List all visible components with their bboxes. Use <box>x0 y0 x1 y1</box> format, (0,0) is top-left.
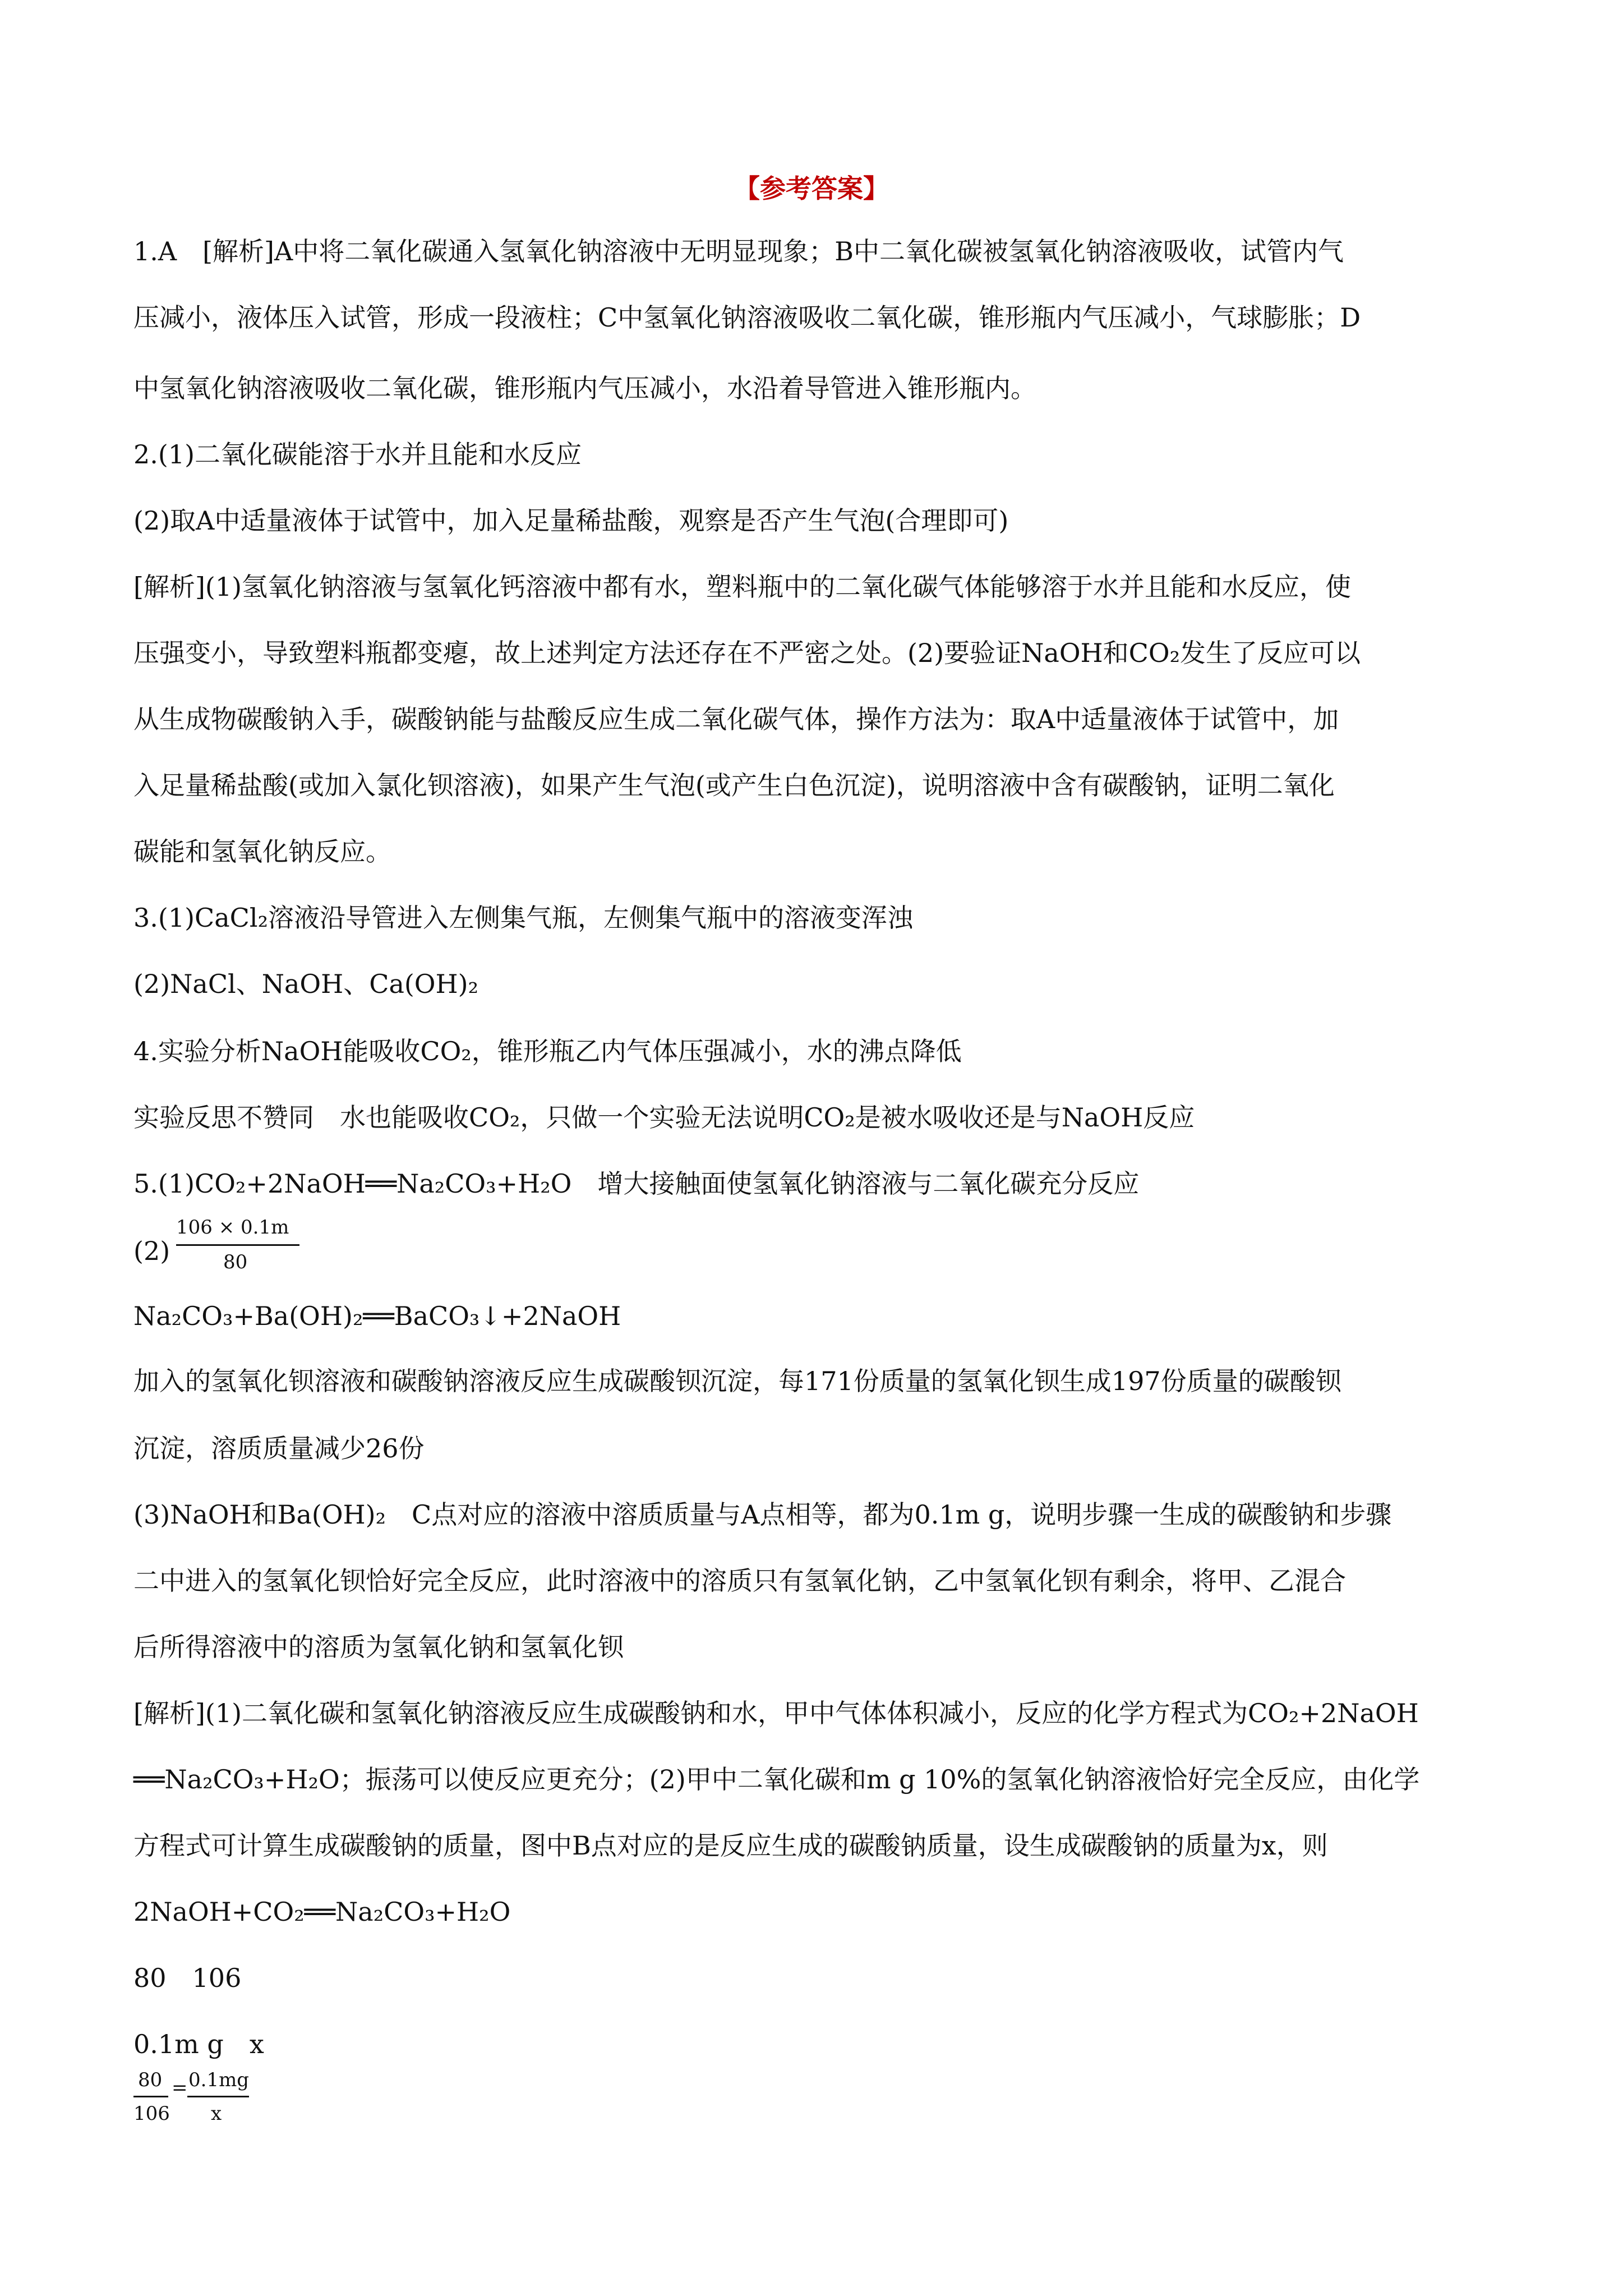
fraction-numerator: 106 × 0.1m <box>176 1216 289 1239</box>
text-line: 5.(1)CO₂+2NaOH══Na₂CO₃+H₂O 增大接触面使氢氧化钠溶液与二氧化碳充分反应 <box>133 1168 1140 1199</box>
text-line: 入足量稀盐酸(或加入氯化钡溶液)，如果产生气泡(或产生白色沉淀)，说明溶液中含有碳酸钠，证明二氧化 <box>133 770 1335 800</box>
fraction-bar <box>187 2096 249 2097</box>
answer-title: 【参考答案】 <box>734 173 889 204</box>
text-line: [解析](1)二氧化碳和氢氧化钠溶液反应生成碳酸钠和水，甲中气体体积减小，反应的化学方程式为CO₂+2NaOH <box>133 1698 1419 1728</box>
text-line: Na₂CO₃+Ba(OH)₂══BaCO₃↓+2NaOH <box>133 1301 621 1331</box>
text-line: 1.A [解析]A中将二氧化碳通入氢氧化钠溶液中无明显现象；B中二氧化碳被氢氧化钠溶液吸收，试管内气 <box>133 236 1344 266</box>
text-line: 2.(1)二氧化碳能溶于水并且能和水反应 <box>133 439 582 470</box>
text-line: 从生成物碳酸钠入手，碳酸钠能与盐酸反应生成二氧化碳气体，操作方法为：取A中适量液体于试管中，加 <box>133 704 1339 734</box>
text-line: (2) <box>133 1236 170 1266</box>
text-line: 二中进入的氢氧化钡恰好完全反应，此时溶液中的溶质只有氢氧化钠，乙中氢氧化钡有剩余，将甲、乙混合 <box>133 1566 1346 1596</box>
text-line: 压强变小，导致塑料瓶都变瘪，故上述判定方法还存在不严密之处。(2)要验证NaOH和CO₂发生了反应可以 <box>133 638 1361 668</box>
fraction-denominator: 106 <box>133 2102 170 2125</box>
text-line: 中氢氧化钠溶液吸收二氧化碳，锥形瓶内气压减小，水沿着导管进入锥形瓶内。 <box>133 373 1036 403</box>
text-line: 后所得溶液中的溶质为氢氧化钠和氢氧化钡 <box>133 1632 624 1662</box>
text-line: 3.(1)CaCl₂溶液沿导管进入左侧集气瓶，左侧集气瓶中的溶液变浑浊 <box>133 903 914 933</box>
text-line: 碳能和氢氧化钠反应。 <box>133 836 391 867</box>
text-line: 实验反思不赞同 水也能吸收CO₂，只做一个实验无法说明CO₂是被水吸收还是与NaOH反应 <box>133 1102 1195 1133</box>
text-line: 加入的氢氧化钡溶液和碳酸钠溶液反应生成碳酸钡沉淀，每171份质量的氢氧化钡生成197份质量的碳酸钡 <box>133 1366 1341 1396</box>
equals-sign: = <box>172 2077 188 2099</box>
fraction-bar <box>176 1244 299 1246</box>
text-line: 4.实验分析NaOH能吸收CO₂，锥形瓶乙内气体压强减小，水的沸点降低 <box>133 1036 962 1066</box>
text-line: [解析](1)氢氧化钠溶液与氢氧化钙溶液中都有水，塑料瓶中的二氧化碳气体能够溶于水并且能和水反应，使 <box>133 572 1352 602</box>
text-line: 压减小，液体压入试管，形成一段液柱；C中氢氧化钠溶液吸收二氧化碳，锥形瓶内气压减小，气球膨胀；D <box>133 302 1361 333</box>
text-line: 方程式可计算生成碳酸钠的质量，图中B点对应的是反应生成的碳酸钠质量，设生成碳酸钠的质量为x，则 <box>133 1830 1328 1861</box>
text-line: 0.1m g x <box>133 2029 264 2059</box>
text-line: ══Na₂CO₃+H₂O；振荡可以使反应更充分；(2)甲中二氧化碳和m g 10%的氢氧化钠溶液恰好完全反应，由化学 <box>133 1764 1420 1795</box>
text-line: (2)NaCl、NaOH、Ca(OH)₂ <box>133 969 479 999</box>
fraction-denominator: 80 <box>223 1251 248 1273</box>
text-line: 80 106 <box>133 1963 242 1993</box>
fraction-denominator: x <box>211 2102 222 2125</box>
text-line: 沉淀，溶质质量减少26份 <box>133 1433 425 1464</box>
text-line: (3)NaOH和Ba(OH)₂ C点对应的溶液中溶质质量与A点相等，都为0.1m g，说明步骤一生成的碳酸钠和步骤 <box>133 1499 1392 1530</box>
text-line: 2NaOH+CO₂══Na₂CO₃+H₂O <box>133 1897 511 1927</box>
fraction-numerator: 0.1mg <box>188 2069 250 2091</box>
text-line: (2)取A中适量液体于试管中，加入足量稀盐酸，观察是否产生气泡(合理即可) <box>133 505 1009 536</box>
fraction-mass-expression <box>176 1216 311 1278</box>
fraction-proportion <box>133 2069 262 2131</box>
fraction-numerator: 80 <box>138 2069 163 2091</box>
fraction-bar <box>133 2096 168 2097</box>
